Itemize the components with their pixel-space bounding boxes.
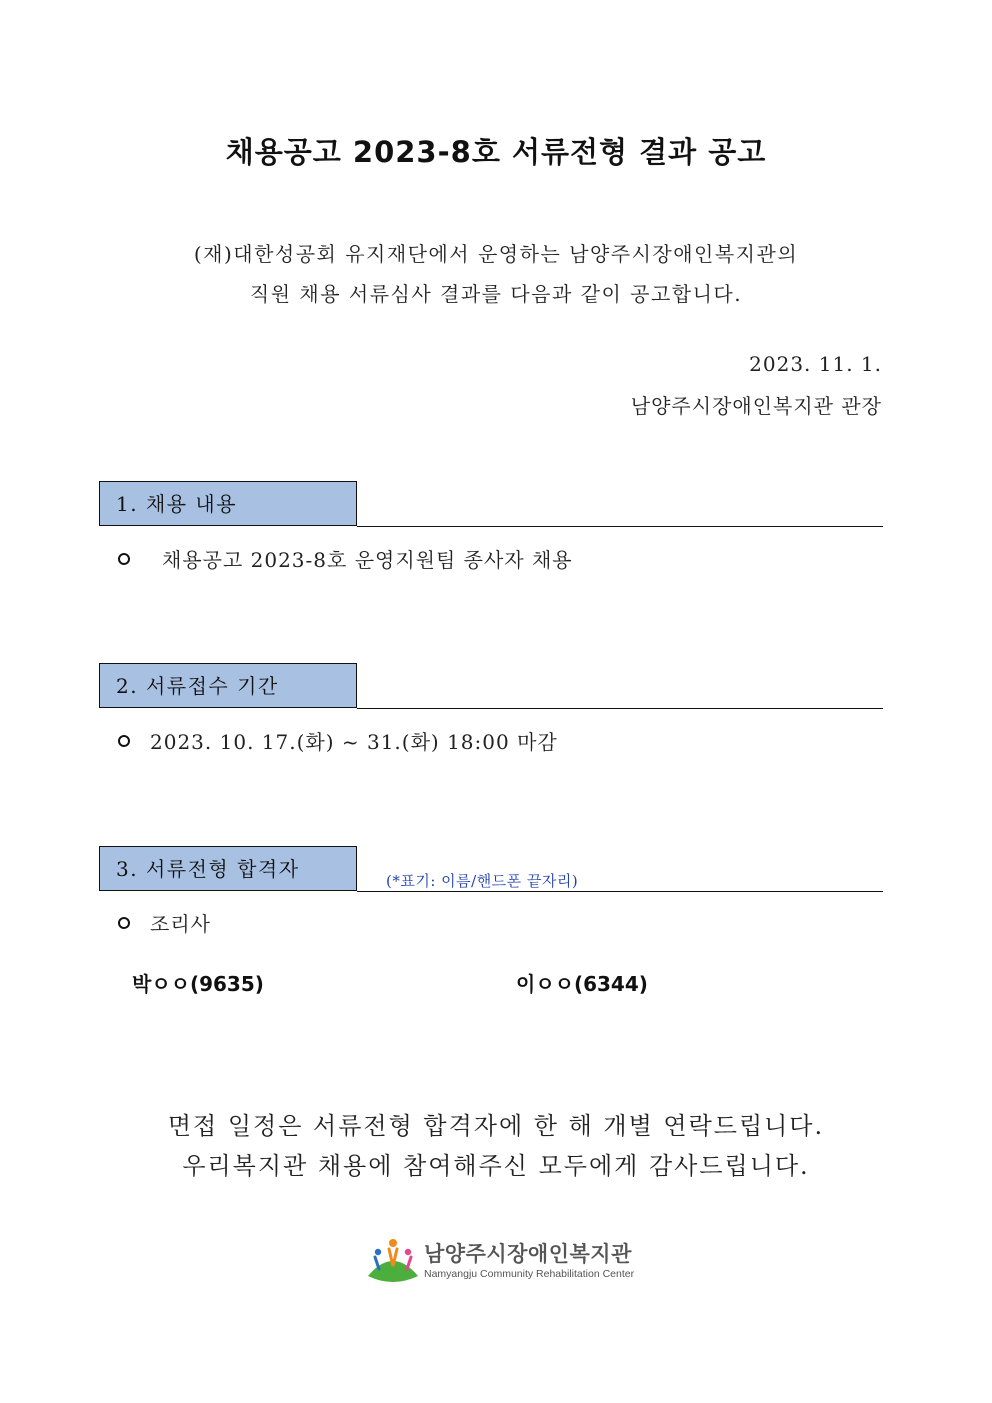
- intro-line-1: (재)대한성공회 유지재단에서 운영하는 남양주시장애인복지관의: [193, 242, 799, 266]
- passer-2: 이ㅇㅇ(6344): [516, 972, 648, 996]
- closing-line-2: 우리복지관 채용에 참여해주신 모두에게 감사드립니다.: [182, 1152, 810, 1180]
- passer-1: 박ㅇㅇ(9635): [132, 972, 264, 996]
- section-item-text: 조리사: [150, 912, 211, 936]
- logo-name-english: Namyangju Community Rehabilitation Center: [424, 1268, 635, 1280]
- section-item-text: 2023. 10. 17.(화) ~ 31.(화) 18:00 마감: [150, 730, 558, 754]
- issuer: 남양주시장애인복지관 관장: [630, 394, 882, 418]
- page-title: 채용공고 2023-8호 서류전형 결과 공고: [225, 135, 767, 169]
- organization-logo: [366, 1236, 634, 1286]
- section-item-2: [118, 726, 558, 755]
- people-hill-logo-icon: [366, 1236, 420, 1286]
- section-heading-2: 2. 서류접수 기간: [99, 663, 357, 708]
- bullet-circle-icon: [118, 553, 130, 565]
- section-divider-2: [357, 708, 883, 709]
- announcement-date: 2023. 11. 1.: [749, 352, 882, 376]
- logo-name-korean: 남양주시장애인복지관: [424, 1242, 632, 1266]
- intro-line-2: 직원 채용 서류심사 결과를 다음과 같이 공고합니다.: [249, 282, 743, 306]
- section-item-3: [118, 908, 211, 937]
- section-divider-3: [357, 891, 883, 892]
- section-divider-1: [357, 526, 883, 527]
- section-heading-3: 3. 서류전형 합격자: [99, 846, 357, 891]
- notation-note: (*표기: 이름/핸드폰 끝자리): [386, 872, 579, 890]
- section-item-1: [118, 544, 573, 573]
- section-item-text: 채용공고 2023-8호 운영지원팀 종사자 채용: [162, 548, 573, 572]
- closing-line-1: 면접 일정은 서류전형 합격자에 한 해 개별 연락드립니다.: [167, 1112, 825, 1140]
- bullet-circle-icon: [118, 917, 130, 929]
- section-heading-1: 1. 채용 내용: [99, 481, 357, 526]
- bullet-circle-icon: [118, 735, 130, 747]
